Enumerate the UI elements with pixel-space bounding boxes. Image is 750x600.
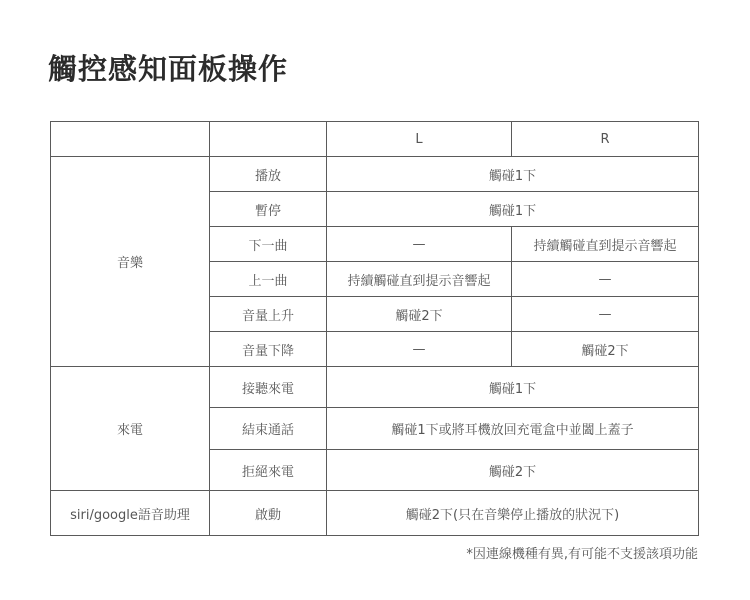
- action-volume-down: 音量下降: [210, 332, 327, 367]
- gesture-activate: 觸碰2下(只在音樂停止播放的狀況下): [327, 491, 699, 536]
- header-blank-action: [210, 122, 327, 157]
- action-next-track: 下一曲: [210, 227, 327, 262]
- action-answer: 接聽來電: [210, 367, 327, 408]
- header-row: [51, 122, 699, 157]
- gesture-answer: 觸碰1下: [327, 367, 699, 408]
- action-pause: 暫停: [210, 192, 327, 227]
- action-volume-up: 音量上升: [210, 297, 327, 332]
- action-play: 播放: [210, 157, 327, 192]
- header-left: L: [327, 122, 512, 157]
- group-call: 來電: [51, 367, 210, 491]
- action-prev-track: 上一曲: [210, 262, 327, 297]
- gesture-next-track-left: —: [327, 227, 512, 262]
- touch-control-table: [50, 121, 699, 536]
- footnote: *因連線機種有異,有可能不支援該項功能: [466, 547, 698, 562]
- gesture-volume-down-left: —: [327, 332, 512, 367]
- group-music: 音樂: [51, 157, 210, 367]
- gesture-volume-up-left: 觸碰2下: [327, 297, 512, 332]
- gesture-reject: 觸碰2下: [327, 450, 699, 491]
- gesture-pause: 觸碰1下: [327, 192, 699, 227]
- gesture-end-call: 觸碰1下或將耳機放回充電盒中並闔上蓋子: [327, 408, 699, 450]
- row-answer: [51, 367, 699, 408]
- row-play: [51, 157, 699, 192]
- header-blank-category: [51, 122, 210, 157]
- action-end-call: 結束通話: [210, 408, 327, 450]
- gesture-play: 觸碰1下: [327, 157, 699, 192]
- header-right: R: [512, 122, 699, 157]
- group-assistant: siri/google語音助理: [51, 491, 210, 536]
- gesture-volume-up-right: —: [512, 297, 699, 332]
- gesture-prev-track-right: —: [512, 262, 699, 297]
- gesture-volume-down-right: 觸碰2下: [512, 332, 699, 367]
- action-reject: 拒絕來電: [210, 450, 327, 491]
- row-activate: [51, 491, 699, 536]
- action-activate: 啟動: [210, 491, 327, 536]
- page-title: 觸控感知面板操作: [48, 52, 289, 86]
- gesture-next-track-right: 持續觸碰直到提示音響起: [512, 227, 699, 262]
- gesture-prev-track-left: 持續觸碰直到提示音響起: [327, 262, 512, 297]
